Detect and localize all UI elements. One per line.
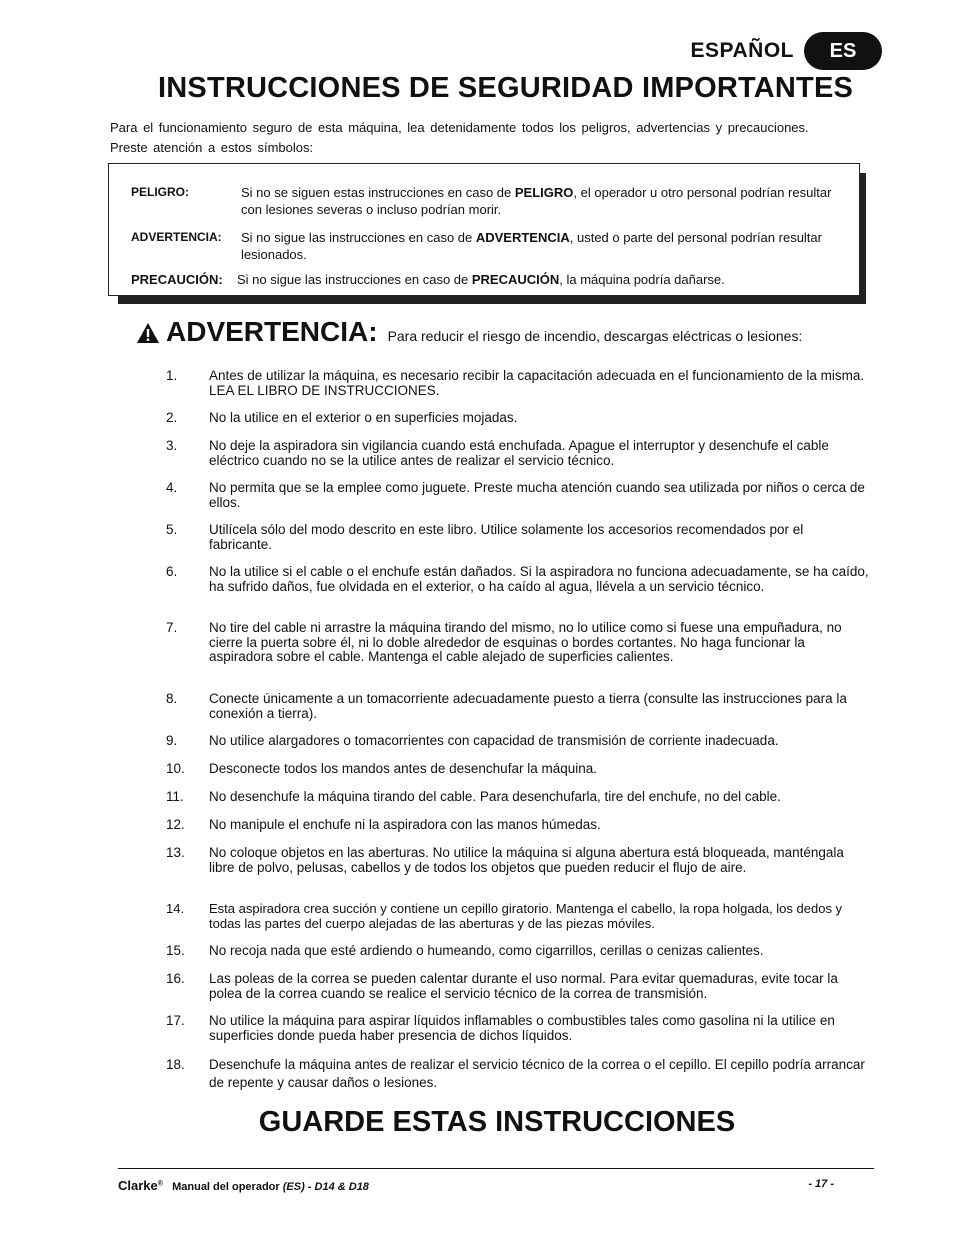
footer <box>118 1178 834 1193</box>
warning-heading <box>136 316 802 348</box>
symbol-term: ADVERTENCIA: <box>131 230 222 244</box>
footer-divider <box>118 1168 874 1169</box>
symbol-description: Si no sigue las instrucciones en caso de ADVERTENCIA, usted o parte del personal podrían resultar lesionados. <box>241 230 822 262</box>
warning-title: ADVERTENCIA: <box>166 316 378 347</box>
language-badge: ES <box>804 32 882 70</box>
page-number: - 17 - <box>808 1178 834 1190</box>
language-indicator <box>691 32 882 70</box>
page-title: INSTRUCCIONES DE SEGURIDAD IMPORTANTES <box>158 72 854 104</box>
closing-heading-wrap <box>0 1106 954 1139</box>
language-label: ESPAÑOL <box>690 39 794 62</box>
symbol-description: Si no se siguen estas instrucciones en caso de PELIGRO, el operador u otro personal podrían resultar con lesiones severas o incluso podrían morir. <box>241 185 832 217</box>
warning-triangle-icon <box>136 322 160 344</box>
symbol-term: PRECAUCIÓN: <box>131 272 223 287</box>
symbol-description: Si no sigue las instrucciones en caso de PRECAUCIÓN, la máquina podría dañarse. <box>237 272 725 287</box>
intro-paragraph: Para el funcionamiento seguro de esta máquina, lea detenidamente todos los peligros, advertencias y precauciones. Preste atención a estos símbolos: <box>110 120 809 155</box>
footer-manual-code: (ES) - D14 & D18 <box>282 1181 369 1193</box>
warning-subtitle: Para reducir el riesgo de incendio, descargas eléctricas o lesiones: <box>387 328 803 344</box>
closing-heading: GUARDE ESTAS INSTRUCCIONES <box>258 1106 736 1138</box>
footer-brand: Clarke <box>118 1178 158 1193</box>
page-title-wrap <box>0 72 954 105</box>
symbols-box <box>108 163 860 296</box>
footer-manual-label: Manual del operador <box>172 1181 283 1193</box>
registered-mark: ® <box>157 1180 163 1188</box>
symbol-term: PELIGRO: <box>131 185 190 199</box>
